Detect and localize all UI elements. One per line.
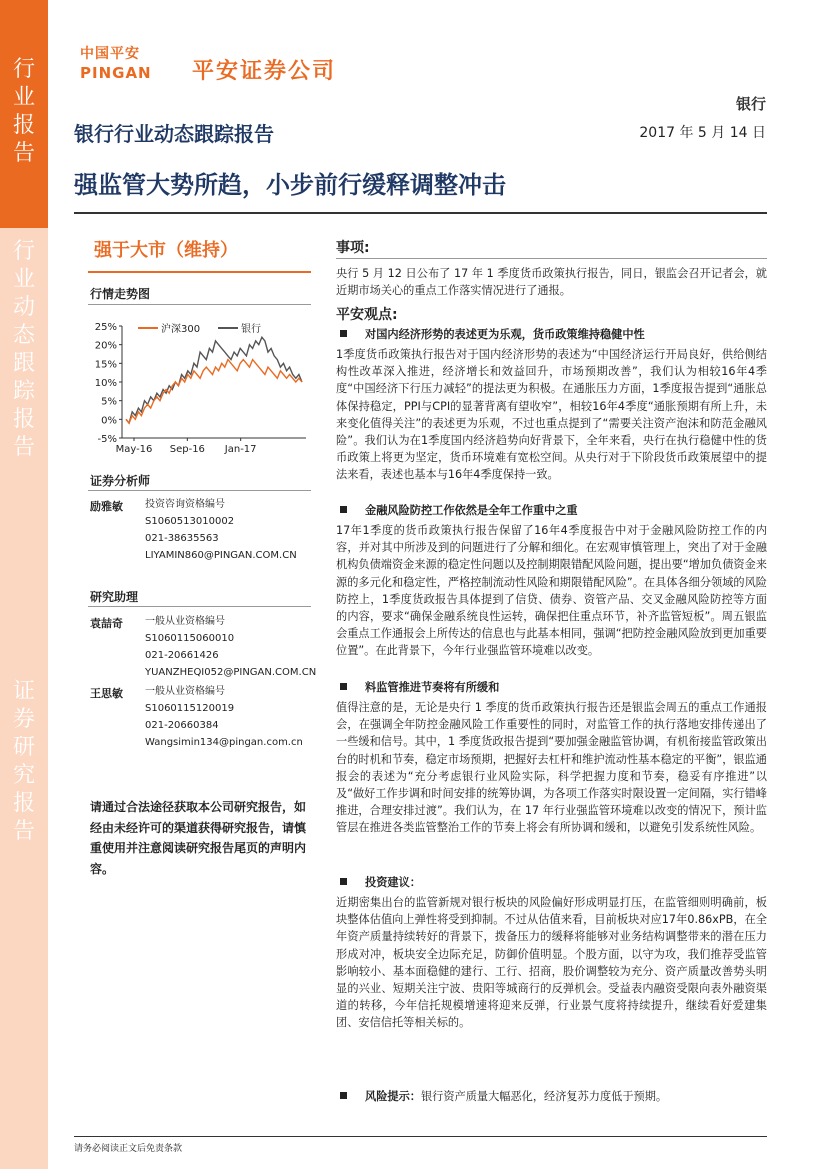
- report-headline: 强监管大势所趋，小步前行缓释调整冲击: [74, 171, 506, 199]
- y-tick-label: 10%: [94, 378, 117, 389]
- section-text: 值得注意的是，无论是央行 1 季度的货币政策执行报告还是银监会周五的重点工作通报会，在强调全年防控金融风险工作重要性的同时，对监管工作的执行落地安排传递出了一些缓和信号。其中，1 季度货政报告提到“要加强金融监管协调，有机衔接监管政策出台的时机和节奏，稳定市场预期，把握好去杠杆和维护流动性基本稳定的平衡”，银监通报会的表述为“充分考虑银行业风险实际，科学把握力度和节奏，稳妥有序推进”以及“做好工作步调和时间安排的统筹协调，为各项工作落实时限设置一定间隔，实行错峰推进，合理安排过渡”。我们认为，在 17 年行业强监管环境难以改变的情况下，预计监管层在推进各类监管整治工作的节奏上将会有所协调和缓和，以避免引发系统性风险。: [336, 701, 767, 835]
- section-heading: 金融风险防控工作依然是全年工作重中之重: [340, 502, 578, 519]
- view-title: 平安观点:: [336, 307, 398, 323]
- series-line-hs300: [126, 360, 302, 424]
- sector-label: 银行: [735, 95, 766, 113]
- section-text: 近期密集出台的监管新规对银行板块的风险偏好形成明显打压，在监管细则明确前，板块整体估值向上弹性将受到抑制。不过从估值来看，目前板块对应17年0.86xPB，在全年资产质量持续转好的背景下，拨备压力的缓释将能够对业务结构调整带来的潜在压力形成对冲，板块安全边际充足，防御价值明显。个股方面，以守为攻，我们推荐受监管影响较小、基本面稳健的建行、工行、招商，股价调整较为充分、资产质量改善势头明显的兴业、短期关注宁波、贵阳等城商行的反弹机会。受益表内融资受限向表外融资渠道的转移，今年信托规模增速将迎来反弹，行业景气度将持续提升，继续看好爱建集团、安信信托等相关标的。: [336, 896, 767, 1030]
- chart-divider: [88, 304, 311, 305]
- y-tick-label: 25%: [94, 322, 117, 333]
- rating: 强于大市（维持）: [94, 240, 238, 261]
- chart-label: 行情走势图: [90, 287, 151, 301]
- assistants-divider: [88, 606, 311, 607]
- section-text: 1季度货币政策执行报告对于国内经济形势的表述为“中国经济运行开局良好，供给侧结构性改革深入推进，经济增长和效益回升，市场预期改善”，我们认为相较16年4季度“中国经济下行压力减轻”的提法更为积极。在通胀压力方面，1季度报告提到“通胀总体保持稳定，PPI与CPI的显著背离有望收窄”，相较16年4季度“通胀预期有所上升，未来变化值得关注”的表述更为乐观，不过也重点提到了“需要关注资产泡沫和防范金融风险”。我们认为在1季度国内经济趋势向好背景下，全年来看，央行在执行稳健中性的货币政策上将更为坚定，货币环境难有宽松空间。从央行对于下阶段货币政策展望中的提法来看，表述也基本与16年4季度保持一致。: [336, 348, 767, 482]
- assistant-info: 一般从业资格编号 S1060115060010 021-20661426 YUANZHEQI052@PINGAN.COM.CN: [145, 613, 316, 681]
- rating-underline: [88, 271, 311, 273]
- x-tick-label: Jan-17: [224, 444, 257, 455]
- pingan-logo: [80, 43, 152, 82]
- market-chart: [88, 312, 313, 462]
- market-chart-svg: [88, 312, 313, 462]
- legend-label: 沪深300: [161, 324, 201, 335]
- section-heading: 料监管推进节奏将有所缓和: [340, 679, 499, 696]
- risk-warning: 风险提示：银行资产质量大幅恶化，经济复苏力度低于预期。: [340, 1088, 667, 1105]
- assistant-email[interactable]: Wangsimin134@pingan.com.cn: [145, 737, 303, 748]
- side-strip-bottom: [0, 560, 48, 1169]
- header-divider: [74, 212, 767, 214]
- events-divider: [336, 258, 767, 259]
- analysts-label: 证券分析师: [90, 474, 151, 488]
- side-label-tracking: 行 业 动 态 跟 踪 报 告: [12, 239, 35, 460]
- logo-chinese: 中国平安: [80, 46, 140, 62]
- side-label-report: 行 业 报 告: [12, 57, 35, 166]
- section-heading: 对国内经济形势的表述更为乐观，货币政策维持稳健中性: [340, 326, 645, 343]
- assistant-name: 王思敏: [90, 687, 123, 700]
- y-tick-label: 0%: [101, 415, 117, 427]
- events-text: 央行 5 月 12 日公布了 17 年 1 季度货币政策执行报告，同日，银监会召开记者会，就近期市场关心的重点工作落实情况进行了通报。: [336, 267, 767, 298]
- logo-english: PINGAN: [80, 64, 152, 82]
- legend-label: 银行: [241, 324, 261, 335]
- assistants-label: 研究助理: [90, 590, 139, 604]
- x-tick-label: Sep-16: [169, 444, 205, 455]
- section-text: 17年1季度的货币政策执行报告保留了16年4季度报告中对于金融风险防控工作的内容，并对其中所涉及到的问题进行了分解和细化。在宏观审慎管理上，突出了对于金融机构负债端资金来源的稳定性问题以及控制期限错配风险问题，提出要“增加负债资金来源的多元化和稳定性，严格控制流动性风险和期限错配风险”。在具体各细分领域的风险防控上，1季度货政报告具体提到了信贷、债券、资管产品、交叉金融风险防控等方面的内容，要求“确保金融系统良性运转，确保把住重点环节，补齐监管短板”。周五银监会重点工作通报会上所传达的信息也与此基本相同，强调“把防控金融风险放到更加重要位置”。在此背景下，今年行业强监管环境难以改变。: [336, 524, 767, 658]
- events-title: 事项:: [336, 240, 370, 256]
- y-tick-label: 5%: [101, 396, 117, 408]
- y-tick-label: -5%: [97, 434, 117, 445]
- assistant-name: 袁喆奇: [90, 617, 123, 630]
- x-tick-label: May-16: [115, 444, 153, 455]
- footer-note: 请务必阅读正文后免责条款: [74, 1144, 183, 1154]
- analyst-email[interactable]: LIYAMIN860@PINGAN.COM.CN: [145, 550, 297, 561]
- y-tick-label: 15%: [94, 359, 117, 371]
- section-heading: 投资建议：: [340, 874, 421, 891]
- series-line-bank: [126, 337, 302, 423]
- footer-divider: [74, 1136, 767, 1137]
- disclaimer: 请通过合法途径获取本公司研究报告，如经由未经许可的渠道获得研究报告，请慎重使用并注意阅读研究报告尾页的声明内容。: [90, 800, 307, 876]
- side-strip-top: [0, 0, 48, 228]
- assistant-info: 一般从业资格编号 S1060115120019 021-20660384 Wangsimin134@pingan.com.cn: [145, 683, 303, 751]
- side-label-research: 证 券 研 究 报 告: [12, 679, 35, 844]
- analysts-divider: [88, 490, 311, 491]
- assistant-email[interactable]: YUANZHEQI052@PINGAN.COM.CN: [145, 667, 317, 678]
- report-series: 银行行业动态跟踪报告: [74, 122, 274, 146]
- y-tick-label: 20%: [94, 340, 117, 352]
- side-strip-middle: [0, 228, 48, 560]
- analyst-name: 励雅敏: [90, 500, 123, 513]
- company-name: 平安证券公司: [192, 59, 337, 84]
- analyst-info: 投资咨询资格编号 S1060513010002 021-38635563 LIYAMIN860@PINGAN.COM.CN: [145, 496, 297, 564]
- report-date: 2017 年 5 月 14 日: [639, 125, 766, 141]
